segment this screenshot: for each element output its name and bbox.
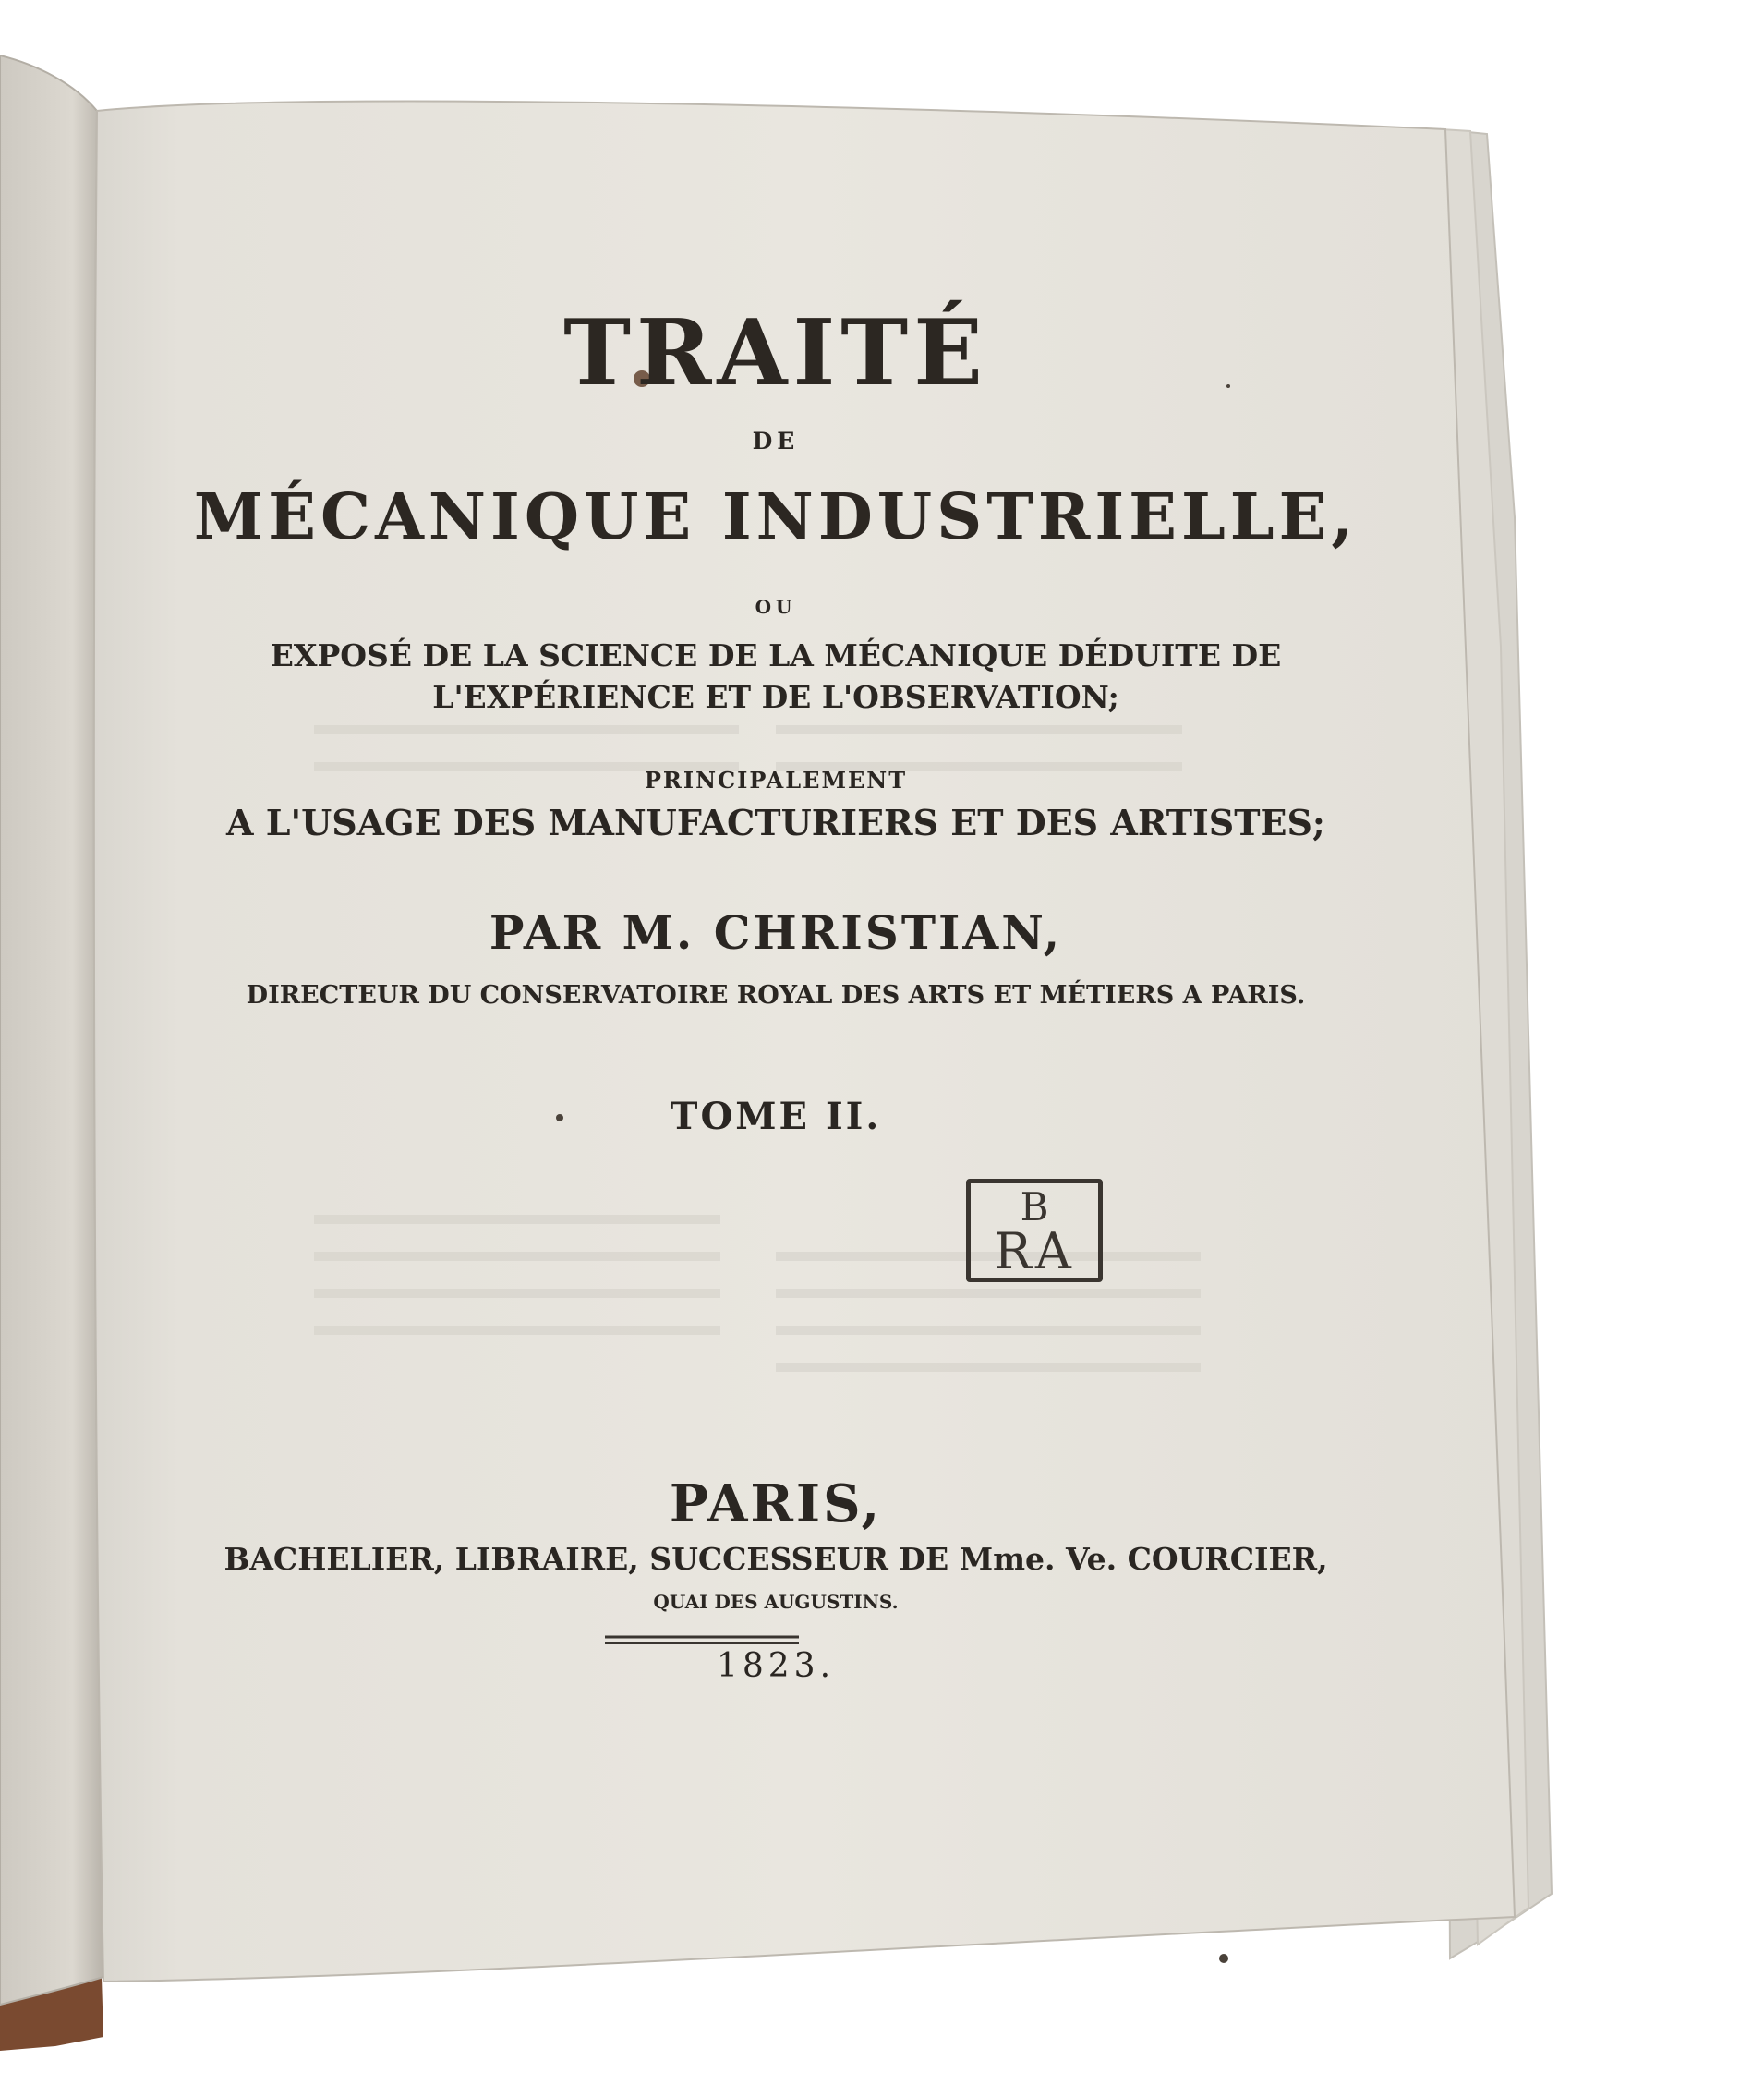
- author-line: PAR M. CHRISTIAN,: [489, 905, 1063, 960]
- description-line-2: L'EXPÉRIENCE ET DE L'OBSERVATION;: [432, 679, 1119, 715]
- description-line-1: EXPOSÉ DE LA SCIENCE DE LA MÉCANIQUE DÉDUITE DE: [270, 637, 1282, 673]
- library-stamp: [966, 1179, 1103, 1282]
- principalement-line: PRINCIPALEMENT: [644, 767, 908, 794]
- imprint-address: QUAI DES AUGUSTINS.: [653, 1591, 899, 1613]
- author-title-line: DIRECTEUR DU CONSERVATOIRE ROYAL DES ARTS ET MÉTIERS A PARIS.: [246, 981, 1306, 1010]
- stamp-line-2: RA: [994, 1222, 1075, 1280]
- title-page-text: [92, 0, 1459, 2032]
- imprint-city: PARIS,: [669, 1473, 883, 1534]
- book-title: TRAITÉ: [563, 300, 988, 406]
- left-page: [0, 55, 103, 2005]
- volume-line: TOME II.: [670, 1095, 882, 1138]
- title-connector-ou: OU: [755, 596, 797, 618]
- imprint-publisher: BACHELIER, LIBRAIRE, SUCCESSEUR DE Mme. Ve. COURCIER,: [224, 1541, 1328, 1577]
- imprint-year: 1823.: [716, 1647, 836, 1685]
- title-connector-de: DE: [752, 428, 800, 455]
- book-subtitle: MÉCANIQUE INDUSTRIELLE,: [193, 480, 1359, 554]
- audience-line: A L'USAGE DES MANUFACTURIERS ET DES ARTISTES;: [226, 802, 1325, 843]
- stamp-line-1: B: [1020, 1184, 1049, 1230]
